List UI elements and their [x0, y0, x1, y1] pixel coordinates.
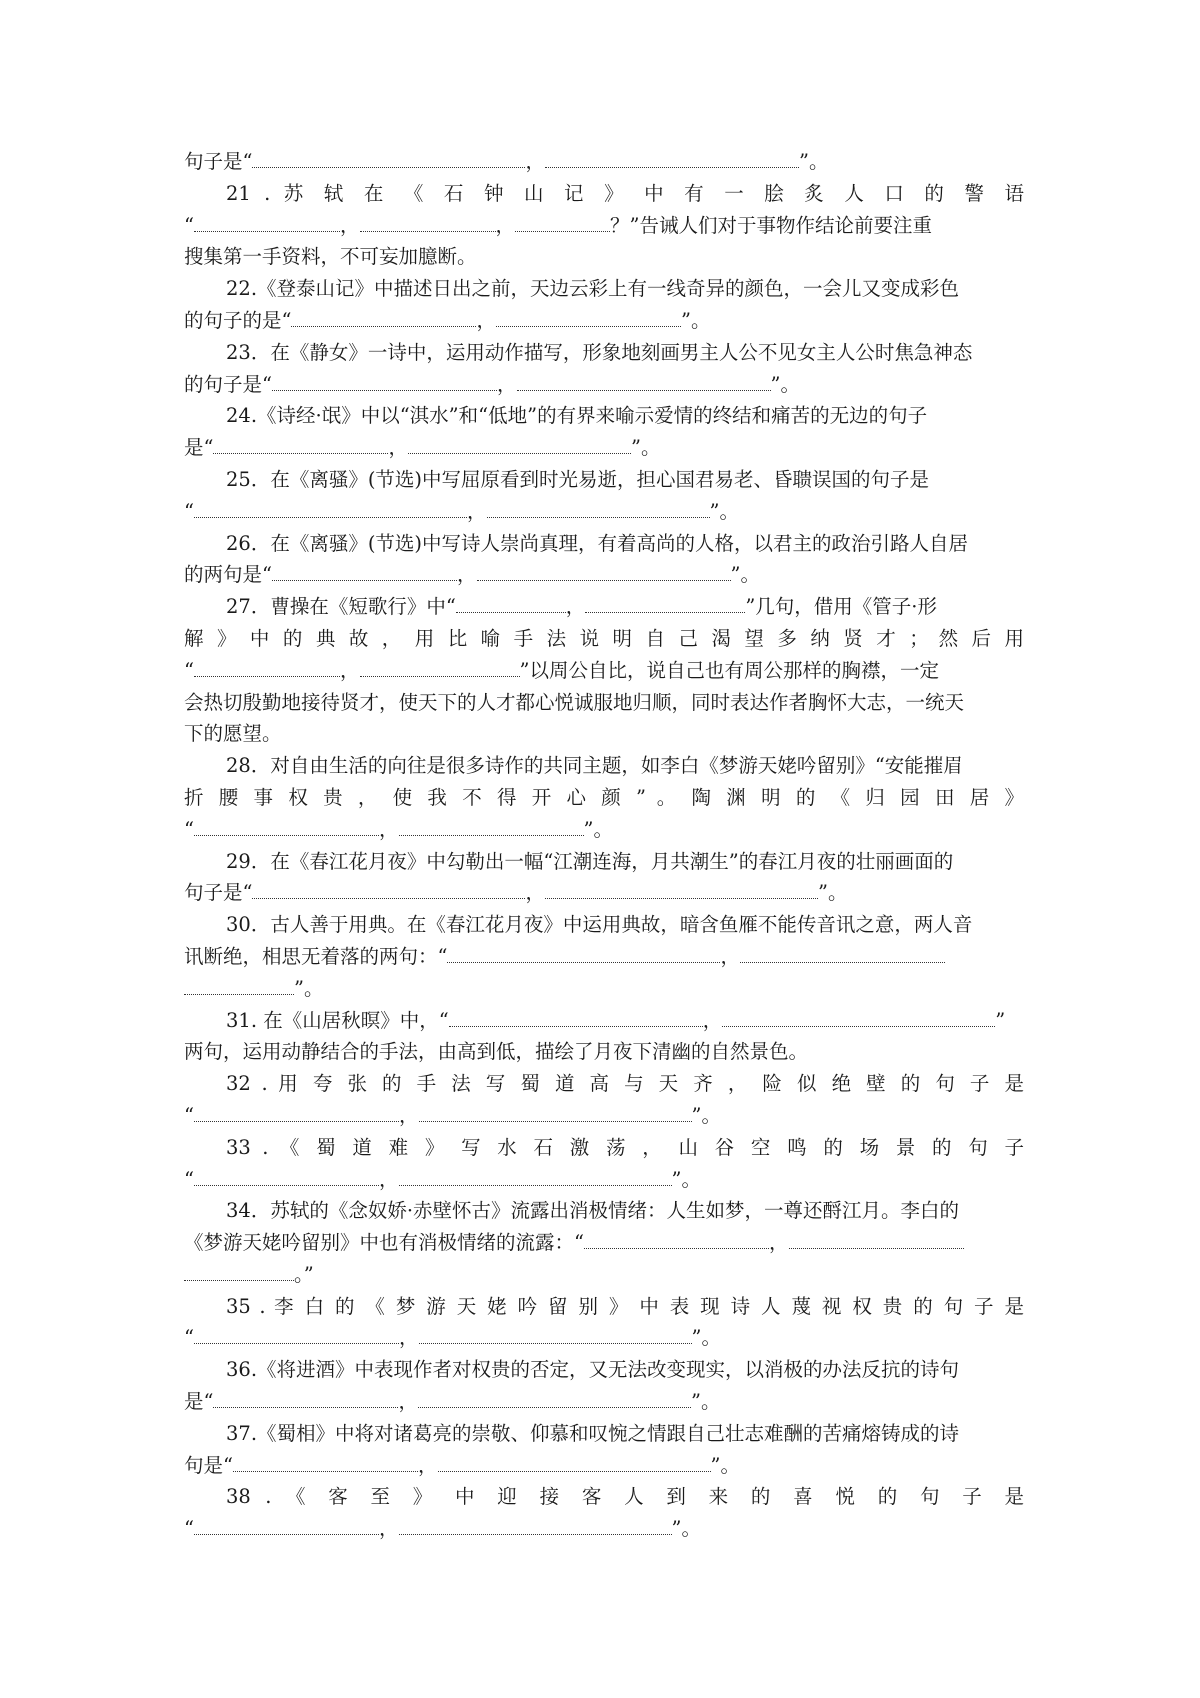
text: 的句子是“ — [184, 372, 272, 396]
q28-line-3 — [184, 814, 1024, 846]
fill-blank[interactable] — [487, 497, 710, 518]
q27-line-1 — [184, 591, 1024, 623]
text: ”。 — [691, 1326, 721, 1350]
text: ”。 — [818, 881, 848, 905]
text: 讯断绝，相思无着落的两句：“ — [184, 944, 448, 968]
q28-line-1: 28．对自由生活的向往是很多诗作的共同主题，如李白《梦游天姥吟留别》“安能摧眉 — [226, 754, 963, 778]
q37-line-2 — [184, 1450, 1024, 1482]
q36-line-1: 36.《将进酒》中表现作者对权贵的否定，又无法改变现实，以消极的办法反抗的诗句 — [226, 1358, 960, 1382]
q29-line-2 — [184, 877, 1024, 909]
text: ”。 — [671, 1517, 701, 1541]
text: 句子是“ — [184, 881, 253, 905]
q38-line-1: 38 . 《 客 至 》 中 迎 接 客 人 到 来 的 喜 悦 的 句 子 是 — [226, 1485, 1024, 1509]
text: ， — [398, 1390, 418, 1414]
fill-blank[interactable] — [789, 1229, 964, 1250]
q38-line-2 — [184, 1513, 1024, 1545]
fill-blank[interactable] — [399, 815, 584, 836]
text: ”。 — [583, 817, 613, 841]
q34-line-1: 34．苏轼的《念奴娇·赤壁怀古》流露出消极情绪：人生如梦，一尊还酹江月。李白的 — [226, 1199, 960, 1223]
fill-blank[interactable] — [399, 1515, 672, 1536]
fill-blank[interactable] — [399, 1165, 672, 1186]
fill-blank[interactable] — [213, 1388, 398, 1409]
fill-blank[interactable] — [194, 497, 467, 518]
fill-blank[interactable] — [252, 879, 525, 900]
text: ”。 — [730, 563, 760, 587]
text: ， — [378, 1167, 399, 1191]
text: 《梦游天姥吟留别》中也有消极情绪的流露：“ — [184, 1231, 584, 1255]
q37-line-1: 37.《蜀相》中将对诸葛亮的崇敬、仰慕和叹惋之情跟自己壮志难酬的苦痛熔铸成的诗 — [226, 1421, 960, 1445]
text: “ — [184, 658, 194, 682]
text: ”。 — [691, 1390, 721, 1414]
fill-blank[interactable] — [740, 942, 945, 963]
q21-line-1: 21 . 苏 轼 在 《 石 钟 山 记 》 中 有 一 脍 炙 人 口 的 警 语 — [226, 181, 1024, 205]
q20-answer-line — [184, 146, 1024, 178]
fill-blank[interactable] — [438, 1451, 711, 1472]
document-page — [184, 146, 1024, 1545]
fill-blank[interactable] — [252, 148, 525, 169]
text: ， — [565, 595, 586, 619]
q34-line-2 — [184, 1227, 1024, 1259]
q30-line-2 — [184, 941, 1024, 973]
fill-blank[interactable] — [291, 306, 476, 327]
q22-line-1: 22.《登泰山记》中描述日出之前，天边云彩上有一线奇异的颜色，一会儿又变成彩色 — [226, 277, 960, 301]
fill-blank[interactable] — [194, 656, 340, 677]
q27-line-3 — [184, 655, 1024, 687]
text: ， — [378, 1517, 399, 1541]
text: ， — [417, 1453, 438, 1477]
text: 是“ — [184, 1390, 214, 1414]
q35-line-2 — [184, 1322, 1024, 1354]
text: ”。 — [770, 372, 800, 396]
text: 27．曹操在《短歌行》中“ — [226, 595, 456, 619]
q31-line-2: 两句，运用动静结合的手法，由高到低，描绘了月夜下清幽的自然景色。 — [184, 1040, 809, 1064]
fill-blank[interactable] — [477, 561, 731, 582]
fill-blank[interactable] — [360, 211, 496, 232]
q25-line-1: 25．在《离骚》(节选)中写屈原看到时光易逝，担心国君易老、昏聩误国的句子是 — [226, 467, 930, 491]
fill-blank[interactable] — [419, 1324, 692, 1345]
text: ， — [378, 817, 399, 841]
text: ， — [768, 1231, 789, 1255]
fill-blank[interactable] — [194, 1101, 399, 1122]
text: ”。 — [631, 436, 661, 460]
q32-line-1: 32 . 用 夸 张 的 手 法 写 蜀 道 高 与 天 齐 ， 险 似 绝 壁 的 句 子 是 — [226, 1072, 1024, 1096]
fill-blank[interactable] — [545, 148, 799, 169]
text: ， — [525, 881, 545, 905]
q21-line-3: 搜集第一手资料，不可妄加臆断。 — [184, 245, 477, 269]
q25-line-2 — [184, 496, 1024, 528]
text: ， — [525, 150, 545, 173]
fill-blank[interactable] — [456, 593, 566, 614]
fill-blank[interactable] — [722, 1006, 995, 1027]
text: “ — [184, 1103, 194, 1127]
text: ， — [398, 1103, 419, 1127]
q23-line-2 — [184, 369, 1024, 401]
fill-blank[interactable] — [496, 306, 681, 327]
q30-line-1: 30．古人善于用典。在《春江花月夜》中运用典故，暗含鱼雁不能传音讯之意，两人音 — [226, 913, 973, 937]
q28-line-2: 折 腰 事 权 贵 ， 使 我 不 得 开 心 颜 ” 。 陶 渊 明 的 《 归 园 田 居 》 — [184, 785, 1024, 809]
fill-blank[interactable] — [419, 1101, 692, 1122]
text: ”。 — [294, 976, 324, 1000]
fill-blank[interactable] — [515, 211, 610, 232]
text: ”。 — [681, 308, 711, 332]
text: ？”告诫人们对于事物作结论前要注重 — [610, 213, 932, 237]
text: ， — [466, 499, 487, 523]
text: 句子是“ — [184, 150, 253, 173]
text: 31. 在《山居秋暝》中，“ — [226, 1008, 449, 1032]
fill-blank[interactable] — [194, 815, 379, 836]
fill-blank[interactable] — [408, 434, 631, 455]
q29-line-1: 29．在《春江花月夜》中勾勒出一幅“江潮连海，月共潮生”的春江月夜的壮丽画面的 — [226, 849, 954, 873]
text: “ — [184, 1517, 194, 1541]
text: “ — [184, 1167, 194, 1191]
fill-blank[interactable] — [272, 370, 497, 391]
q31-line-1 — [184, 1005, 1024, 1037]
q27-line-5: 下的愿望。 — [184, 722, 282, 746]
q33-line-1: 33 . 《 蜀 道 难 》 写 水 石 激 荡 ， 山 谷 空 鸣 的 场 景 的 句 子 — [226, 1135, 1024, 1159]
fill-blank[interactable] — [194, 211, 340, 232]
text: ， — [720, 944, 740, 968]
q27-line-2: 解 》 中 的 典 故 ， 用 比 喻 手 法 说 明 自 己 渴 望 多 纳 贤 才 ； 然 后 用 — [184, 626, 1024, 650]
fill-blank[interactable] — [272, 561, 457, 582]
q24-line-2 — [184, 432, 1024, 464]
text: ”几句，借用《管子·形 — [745, 595, 937, 619]
q23-line-1: 23．在《静女》一诗中，运用动作描写，形象地刻画男主人公不见女主人公时焦急神态 — [226, 340, 973, 364]
q30-line-3 — [184, 973, 1024, 1005]
fill-blank[interactable] — [184, 1260, 294, 1281]
text: 句是“ — [184, 1453, 233, 1477]
fill-blank[interactable] — [360, 656, 520, 677]
text: ”。 — [710, 1453, 740, 1477]
text: ”以周公自比，说自己也有周公那样的胸襟，一定 — [519, 658, 939, 682]
text: ”。 — [671, 1167, 701, 1191]
text: ， — [339, 658, 360, 682]
fill-blank[interactable] — [545, 879, 818, 900]
fill-blank[interactable] — [584, 1229, 769, 1250]
fill-blank[interactable] — [233, 1451, 418, 1472]
fill-blank[interactable] — [194, 1165, 379, 1186]
fill-blank[interactable] — [194, 1324, 399, 1345]
q26-line-1: 26．在《离骚》(节选)中写诗人崇尚真理，有着高尚的人格，以君主的政治引路人自居 — [226, 531, 969, 555]
text: ， — [339, 213, 360, 237]
text: ”。 — [799, 150, 829, 173]
text: ， — [476, 308, 496, 332]
fill-blank[interactable] — [447, 942, 720, 963]
text: 的句子的是“ — [184, 308, 292, 332]
q36-line-2 — [184, 1386, 1024, 1418]
text: “ — [184, 213, 194, 237]
q35-line-1: 35 . 李 白 的 《 梦 游 天 姥 吟 留 别 》 中 表 现 诗 人 蔑 视 权 贵 的 句 子 是 — [226, 1294, 1024, 1318]
fill-blank[interactable] — [449, 1006, 703, 1027]
text: ， — [388, 436, 408, 460]
q22-line-2 — [184, 305, 1024, 337]
text: 的两句是“ — [184, 563, 272, 587]
fill-blank[interactable] — [184, 974, 294, 995]
q32-line-2 — [184, 1100, 1024, 1132]
q34-line-3 — [184, 1259, 1024, 1291]
text: ， — [456, 563, 477, 587]
text: “ — [184, 817, 194, 841]
text: ” — [995, 1008, 1006, 1032]
fill-blank[interactable] — [585, 593, 745, 614]
text: ， — [496, 372, 517, 396]
q24-line-1: 24.《诗经·氓》中以“淇水”和“低地”的有界来喻示爱情的终结和痛苦的无边的句子 — [226, 404, 928, 428]
text: ”。 — [709, 499, 739, 523]
text: ， — [495, 213, 516, 237]
q33-line-2 — [184, 1164, 1024, 1196]
text: 是“ — [184, 436, 214, 460]
fill-blank[interactable] — [194, 1515, 379, 1536]
q21-line-2 — [184, 210, 1024, 242]
q26-line-2 — [184, 559, 1024, 591]
fill-blank[interactable] — [517, 370, 771, 391]
text: “ — [184, 499, 194, 523]
text: ”。 — [691, 1103, 721, 1127]
q27-line-4: 会热切殷勤地接待贤才，使天下的人才都心悦诚服地归顺，同时表达作者胸怀大志，一统天 — [184, 690, 965, 714]
fill-blank[interactable] — [418, 1388, 691, 1409]
text: ， — [398, 1326, 419, 1350]
text: 。” — [294, 1262, 314, 1286]
text: ， — [702, 1008, 723, 1032]
text: “ — [184, 1326, 194, 1350]
fill-blank[interactable] — [213, 434, 388, 455]
